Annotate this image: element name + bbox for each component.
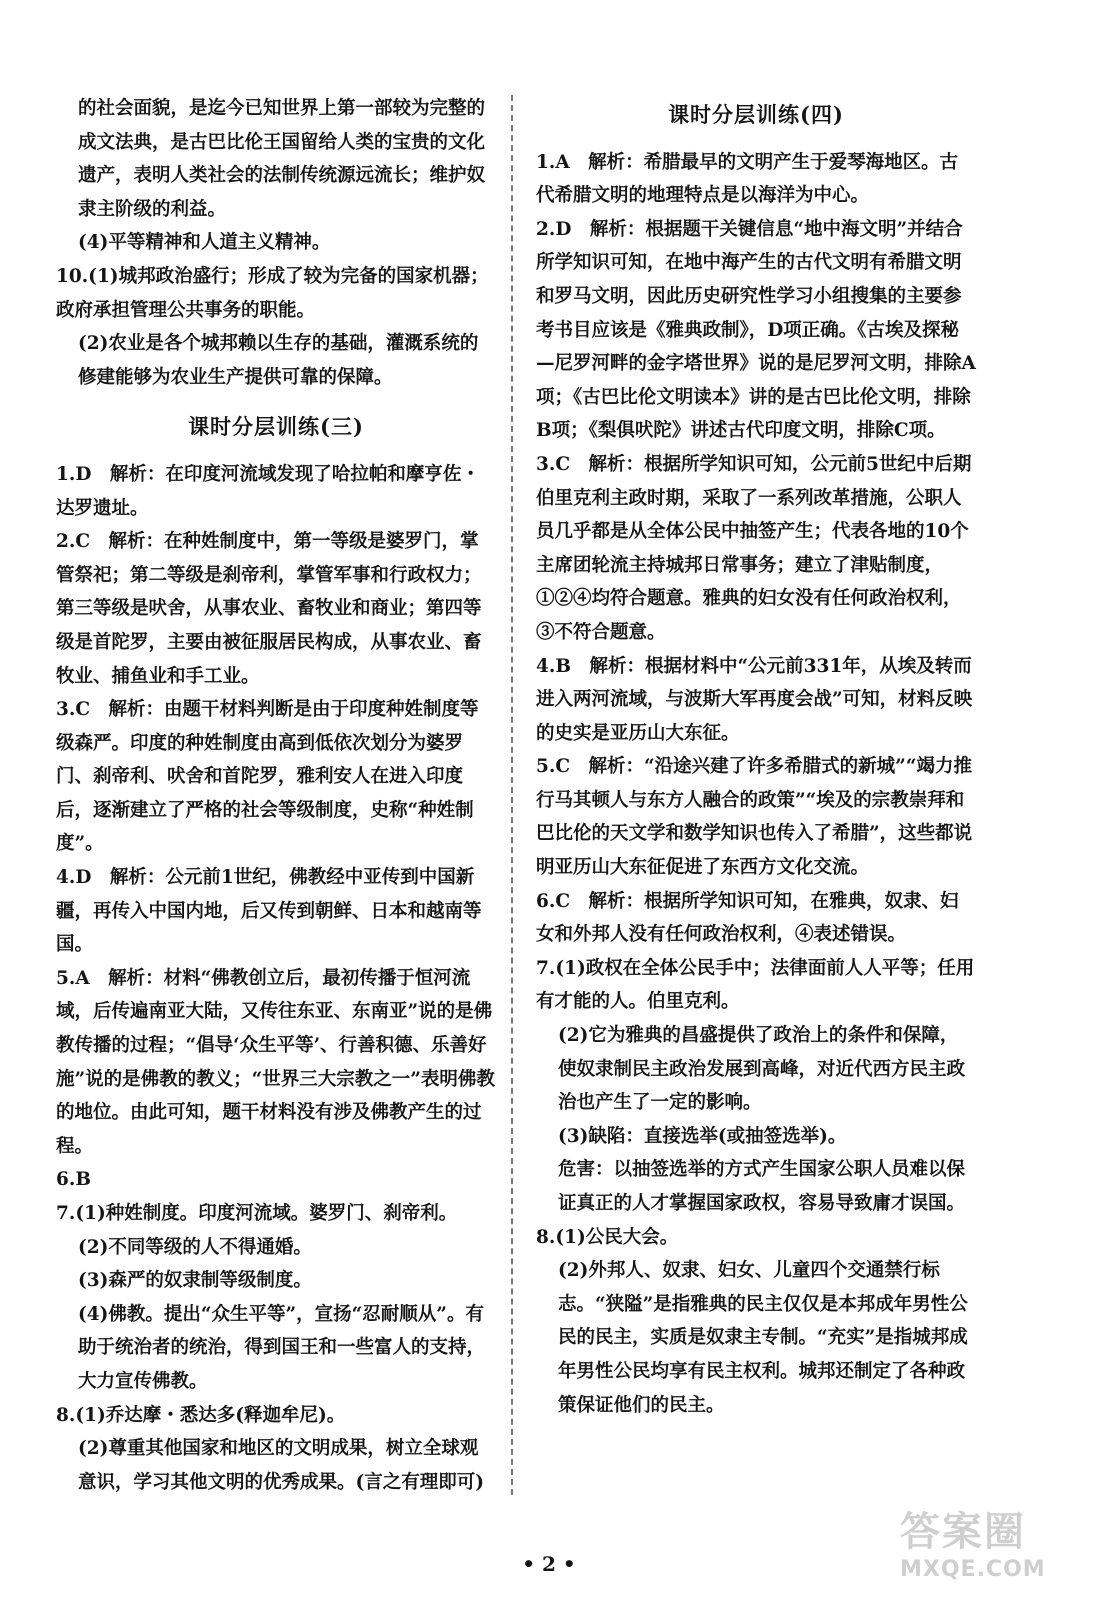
column-divider xyxy=(511,95,513,1495)
answer-item xyxy=(536,952,976,1221)
answer-item xyxy=(536,1221,976,1423)
left-column xyxy=(56,92,496,1499)
answer-item xyxy=(536,650,976,751)
answer-line: 6.B xyxy=(56,1169,91,1191)
answer-line: 危害：以抽签选举的方式产生国家公职人员难以保证真正的人才掌握国家政权，容易导致庸才误国。 xyxy=(558,1159,966,1214)
answer-line: 3.C 解析：由题干材料判断是由于印度种姓制度等级森严。印度的种姓制度由高到低依次划分为婆罗门、刹帝利、吠舍和首陀罗，雅利安人在进入印度后，逐渐建立了严格的社会等级制度，史称“种姓制度”。 xyxy=(56,699,479,855)
answer-line: 4.B 解析：根据材料中“公元前331年，从埃及转而进入两河流域，与波斯大军再度会战”可知，材料反映的史实是亚历山大东征。 xyxy=(536,655,973,744)
answer-line: (2)外邦人、奴隶、妇女、儿童四个交通禁行标志。“狭隘”是指雅典的民主仅仅是本邦成年男性公民的民主，实质是奴隶主专制。“充实”是指城邦成年男性公民均享有民主权利。城邦还制定了各种政策保证他们的民主。 xyxy=(558,1260,968,1416)
watermark-top: 答案圈 xyxy=(900,1508,1026,1555)
answer-item xyxy=(536,750,976,884)
answer-item xyxy=(56,1197,496,1399)
answer-line: (2)不同等级的人不得通婚。 xyxy=(78,1236,312,1258)
answer-line: 1.A 解析：希腊最早的文明产生于爱琴海地区。古代希腊文明的地理特点是以海洋为中心。 xyxy=(536,151,959,207)
intro-block xyxy=(56,92,496,260)
answer-item xyxy=(56,525,496,693)
answer-item xyxy=(536,213,976,448)
answer-item xyxy=(536,146,976,213)
answer-item xyxy=(56,962,496,1164)
answer-line: 3.C 解析：根据所学知识可知，公元前5世纪中后期伯里克利主政时期，采取了一系列改革措施，公职人员几乎都是从全体公民中抽签产生；代表各地的10个主席团轮流主持城邦日常事务；建立了津贴制度，①②④均符合题意。雅典的妇女没有任何政治权利，③不符合题意。 xyxy=(536,453,972,643)
answer-line: 8.(1)公民大会。 xyxy=(536,1226,679,1248)
question-10 xyxy=(56,260,496,394)
watermark-bottom: MXQE.COM xyxy=(900,1557,1046,1582)
answer-item xyxy=(56,1163,496,1197)
answer-line: 10.(1)城邦政治盛行；形成了较为完备的国家机器；政府承担管理公共事务的职能。 xyxy=(56,265,489,321)
answer-line: 4.D 解析：公元前1世纪，佛教经中亚传到中国新疆，再传入中国内地，后又传到朝鲜、日本和越南等国。 xyxy=(56,867,482,956)
watermark-logo xyxy=(900,1500,1080,1595)
answer-line: 7.(1)政权在全体公民手中；法律面前人人平等；任用有才能的人。伯里克利。 xyxy=(536,957,975,1013)
section-title: 课时分层训练(四) xyxy=(668,102,844,127)
answer-line: (3)森严的奴隶制等级制度。 xyxy=(78,1270,312,1292)
answer-item xyxy=(56,1399,496,1500)
answer-line: 8.(1)乔达摩・悉达多(释迦牟尼)。 xyxy=(56,1404,346,1426)
answer-line: (2)它为雅典的昌盛提供了政治上的条件和保障，使奴隶制民主政治发展到高峰，对近代西方民主政治也产生了一定的影响。 xyxy=(558,1025,966,1114)
answer-item xyxy=(56,693,496,861)
answer-line: 1.D 解析：在印度河流域发现了哈拉帕和摩亨佐・达罗遗址。 xyxy=(56,463,480,519)
answer-item xyxy=(536,885,976,952)
answer-list xyxy=(56,458,496,1499)
answer-line: 2.D 解析：根据题干关键信息“地中海文明”并结合所学知识可知，在地中海产生的古代文明有希腊文明和罗马文明，因此历史研究性学习小组搜集的主要参考书目应该是《雅典政制》，D项正确。《古埃及探秘—尼罗河畔的金字塔世界》说的是尼罗河文明，排除A项；《古巴比伦文明读本》讲的是古巴比伦文明，排除B项；《梨俱吠陀》讲述古代印度文明，排除C项。 xyxy=(536,218,976,442)
answer-line: (2)农业是各个城邦赖以生存的基础，灌溉系统的修建能够为农业生产提供可靠的保障。 xyxy=(78,333,479,388)
answer-line: 7.(1)种姓制度。印度河流域。婆罗门、刹帝利。 xyxy=(56,1203,458,1224)
section-title: 课时分层训练(三) xyxy=(188,414,364,440)
answer-line: (3)缺陷：直接选举(或抽签选举)。 xyxy=(558,1125,847,1147)
intro-paragraph: 的社会面貌，是迄今已知世界上第一部较为完整的成文法典，是古巴比伦王国留给人类的宝贵的文化遗产，表明人类社会的法制传统源远流长；维护奴隶主阶级的利益。 xyxy=(78,98,486,220)
answer-item xyxy=(56,861,496,962)
answer-item xyxy=(56,458,496,525)
answer-line: (4)佛教。提出“众生平等”，宣扬“忍耐顺从”。有助于统治者的统治，得到国王和一些富人的支持，大力宣传佛教。 xyxy=(78,1303,486,1392)
right-column xyxy=(536,92,976,1422)
page-number: • 2 • xyxy=(522,1552,576,1576)
answer-line: 2.C 解析：在种姓制度中，第一等级是婆罗门，掌管祭祀；第二等级是刹帝利，掌管军事和行政权力；第三等级是吠舍，从事农业、畜牧业和商业；第四等级是首陀罗，主要由被征服居民构成，从事农业、畜牧业、捕鱼业和手工业。 xyxy=(56,531,482,687)
answer-line: 5.A 解析：材料“佛教创立后，最初传播于恒河流域，后传遍南亚大陆，又传往东亚、东南亚”说的是佛教传播的过程；“倡导‘众生平等’、行善积德、乐善好施”说的是佛教的教义；“世界三大宗教之一”表明佛教的地位。由此可知，题干材料没有涉及佛教产生的过程。 xyxy=(56,967,495,1157)
answer-line: 6.C 解析：根据所学知识可知，在雅典，奴隶、妇女和外邦人没有任何政治权利，④表述错误。 xyxy=(536,890,959,946)
intro-paragraph: (4)平等精神和人道主义精神。 xyxy=(78,232,331,254)
answer-item xyxy=(536,448,976,650)
answer-line: (2)尊重其他国家和地区的文明成果，树立全球观意识，学习其他文明的优秀成果。(言之有理即可) xyxy=(78,1438,485,1493)
answer-list xyxy=(536,146,976,1423)
answer-line: 5.C 解析：“沿途兴建了许多希腊式的新城”“竭力推行马其顿人与东方人融合的政策”“埃及的宗教崇拜和巴比伦的天文学和数学知识也传入了希腊”，这些都说明亚历山大东征促进了东西方文化交流。 xyxy=(536,756,973,879)
